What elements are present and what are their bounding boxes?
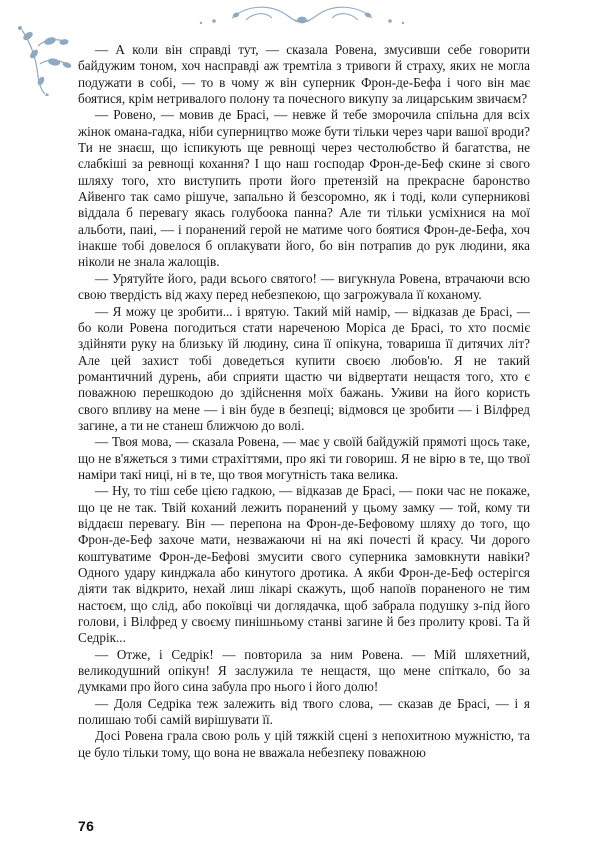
page-text-column <box>78 42 530 761</box>
corner-vine-ornament <box>14 26 76 96</box>
paragraph: — Ну, то тіш себе цією гадкою, — відказав де Брасі, — поки час не покаже, що це не так. Твій коханий лежить поранений у цьому замку — той, кому ти віддаєш перевагу. Він — перепона на Фрон-де-Бефовому шляху до того, що Фрон-де-Беф захоче мати, незважаючи ні на які почесті й красу. Чи дорого коштуватиме Фрон-де-Бефові змусити свого суперника замовкнути навіки? Одного удару кинджала або кинутого дротика. А якби Фрон-де-Беф остерігся діяти так відкрито, нехай лиш лікарі скажуть, щоб напоїв пораненого не тим настоєм, що слід, або покоївці чи доглядачка, щоб забрала подушку з-під його голови, і Вілфред у своєму пинішньому станві загине й без пролиту крові. Та й Седрік... <box>78 483 530 646</box>
paragraph: — Доля Седріка теж залежить від твого слова, — сказав де Брасі, — і я полишаю тобі самій вирішувати її. <box>78 695 530 728</box>
paragraph: — Твоя мова, — сказала Ровена, — має у своїй байдужій прямоті щось таке, що не в'яжеться з тими страхіттями, про які ти говориш. Я не вірю в те, що твої наміри такі ниці, ні в те, що твоя могутність така велика. <box>78 434 530 482</box>
paragraph: — Отже, і Седрік! — повторила за ним Ровена. — Мій шляхетний, великодушний опікун! Я заслужила те нещастя, що мене спіткало, бо за думками про його сина забула про нього і його долю! <box>78 646 530 695</box>
top-ornament <box>0 0 604 34</box>
paragraph: — Ровено, — мовив де Брасі, — невже й тебе зморочила спільна для всіх жінок омана-гадка, ніби суперництво може бути тільки через чари вашої вроди? Ти не знаєш, що іспикують ще ревнощі через честолюбство й багатства, не слабкіші за ревнощі кохання? І що наш господар Фрон-де-Беф скине зі свого шляху того, хто виступить проти його претензій на прекрасне баронство Айвенго так само рішуче, запально й безсоромно, як і тоді, коли суперникові віддала б перевагу якась голубоока панна? Але ти тільки усміхнися на мої альботи, паиі, — і поранений герой не матиме чого боятися Фрон-де-Бефа, хоч інакше тобі довелося б оплакувати його, бо він потрапив до рук людини, яка ніколи не знала жалощів. <box>78 107 530 270</box>
page-number: 76 <box>78 818 95 834</box>
paragraph: — А коли він справді тут, — сказала Ровена, змусивши себе говорити байдужим тоном, хоч насправді аж тремтіла з тривоги й страху, яких не могла подужати в собі, — то в чому ж він суперник Фрон-де-Бефа і чого він має боятися, крім нетривалого полону та почесного викупу за лицарським звичаєм? <box>78 42 530 107</box>
paragraph: — Урятуйте його, ради всього святого! — вигукнула Ровена, втрачаючи всю свою твердість від жаху перед небезпекою, що загрожувала її коханому. <box>78 270 530 303</box>
paragraph: Досі Ровена грала свою роль у цій тяжкій сцені з непохитною мужністю, та це було тільки тому, що вона не вважала небезпеку поважною <box>78 728 530 760</box>
paragraph: — Я можу це зробити... і врятую. Такий мій намір, — відказав де Брасі, — бо коли Ровена погодиться стати нареченою Моріса де Брасі, то хто посміє здійняти руку на близьку їй людину, сина її опікуна, товариша її дитячих літ? Але цей захист тобі доведеться купити своєю любов'ю. Я не такий романтичний дурень, аби сприяти щастю чи відвертати нещастя того, хто є поважною перешкодою до здійснення моїх бажань. Уживи на його користь свого впливу на мене — і він буде в безпеці; відмовся це зробити — і Вілфред загине, а ти не станеш ближчою до волі. <box>78 303 530 433</box>
